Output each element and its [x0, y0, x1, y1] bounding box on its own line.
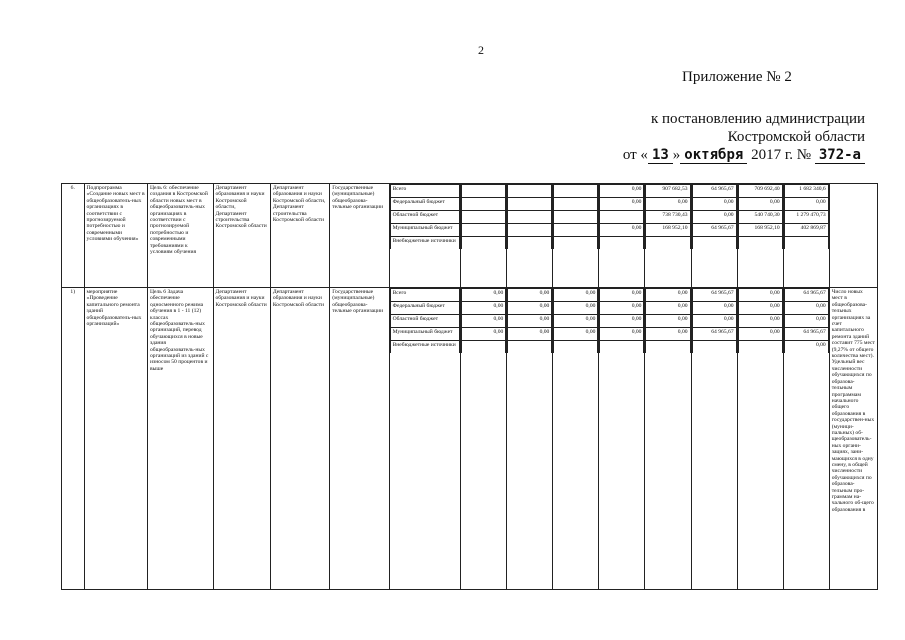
source-label: Федеральный бюджет — [390, 198, 460, 211]
value-cell: 0,00 — [784, 315, 828, 328]
value-cell — [508, 341, 552, 354]
total-values — [783, 184, 829, 288]
value-cell: 0,00 — [692, 315, 736, 328]
handwritten-day: 13 — [648, 147, 673, 164]
source-label: Всего — [390, 185, 460, 198]
value-cell — [554, 185, 598, 198]
value-cell — [784, 237, 828, 250]
value-cell: 0,00 — [462, 289, 506, 302]
value-cell: 0,00 — [554, 315, 598, 328]
funding-sources — [389, 288, 461, 590]
value-cell — [692, 341, 736, 354]
value-cell: 0,00 — [462, 302, 506, 315]
value-cell: 709 692,40 — [738, 185, 782, 198]
value-cell: 168 952,10 — [738, 224, 782, 237]
value-cell: 0,00 — [646, 302, 690, 315]
row-participant: Департамент образования и науки Костромской области, Департамент строительства Костромской области — [270, 184, 329, 288]
value-cell: 0,00 — [738, 302, 782, 315]
value-cell — [508, 224, 552, 237]
value-cell — [600, 237, 644, 250]
total-values — [783, 288, 829, 590]
value-cell: 738 730,43 — [646, 211, 690, 224]
row-executor: Департамент образования и науки Костромской области, Департамент строительства Костромской области — [213, 184, 270, 288]
row-goal: Цель 6 Задача обеспечение односменного режима обучения в 1 - 11 (12) классах общеобразователь-ных организаций, перевод обучающихся в новые здания общеобразователь-ных организаций из зданий с износом 50 процентов и выше — [147, 288, 213, 590]
value-cell: 64 965,67 — [692, 224, 736, 237]
value-cell: 540 740,30 — [738, 211, 782, 224]
value-cell — [508, 211, 552, 224]
value-cell: 0,00 — [554, 289, 598, 302]
source-label: Областной бюджет — [390, 315, 460, 328]
value-cell — [738, 237, 782, 250]
value-cell: 0,00 — [600, 315, 644, 328]
value-cell — [600, 211, 644, 224]
value-cell: 1 682 340,6 — [784, 185, 828, 198]
value-cell — [692, 237, 736, 250]
year-values — [691, 184, 737, 288]
value-cell — [462, 237, 506, 250]
source-label: Внебюджетные источники — [390, 341, 460, 354]
value-cell — [554, 224, 598, 237]
value-cell: 0,00 — [600, 328, 644, 341]
source-label: Муниципальный бюджет — [390, 328, 460, 341]
value-cell: 0,00 — [600, 198, 644, 211]
value-cell: 0,00 — [600, 302, 644, 315]
year-values — [645, 288, 691, 590]
table-row — [62, 288, 878, 590]
value-cell — [462, 185, 506, 198]
value-cell — [600, 341, 644, 354]
date-mid: » — [672, 147, 681, 163]
value-cell — [462, 224, 506, 237]
value-cell: 402 869,87 — [784, 224, 828, 237]
source-label: Областной бюджет — [390, 211, 460, 224]
value-cell: 0,00 — [646, 328, 690, 341]
value-cell: 0,00 — [646, 198, 690, 211]
row-result — [829, 184, 877, 288]
value-cell — [508, 237, 552, 250]
value-cell: 0,00 — [692, 198, 736, 211]
source-label: Федеральный бюджет — [390, 302, 460, 315]
year-values — [737, 288, 783, 590]
year-values — [461, 184, 507, 288]
value-cell: 0,00 — [508, 289, 552, 302]
row-recipient: Государственные (муниципальные) общеобразова-тельные организации — [330, 288, 389, 590]
value-cell — [462, 198, 506, 211]
funding-sources — [389, 184, 461, 288]
value-cell: 0,00 — [784, 198, 828, 211]
value-cell: 0,00 — [738, 328, 782, 341]
value-cell — [646, 237, 690, 250]
value-cell: 0,00 — [738, 315, 782, 328]
value-cell: 64 965,67 — [692, 289, 736, 302]
program-table — [61, 183, 878, 590]
year-values — [553, 184, 599, 288]
date-prefix: от « — [622, 147, 648, 163]
value-cell — [646, 341, 690, 354]
year-values — [737, 184, 783, 288]
value-cell — [508, 198, 552, 211]
source-label: Всего — [390, 289, 460, 302]
value-cell: 64 965,67 — [784, 289, 828, 302]
value-cell — [462, 341, 506, 354]
value-cell: 0,00 — [692, 302, 736, 315]
value-cell: 0,00 — [554, 328, 598, 341]
year-values — [507, 184, 553, 288]
decree-date-line — [565, 146, 865, 164]
value-cell — [462, 211, 506, 224]
year-values — [507, 288, 553, 590]
appendix-title: Приложение № 2 — [682, 69, 792, 85]
value-cell: 0,00 — [508, 315, 552, 328]
value-cell: 64 965,67 — [784, 328, 828, 341]
value-cell: 0,00 — [600, 185, 644, 198]
value-cell: 0,00 — [554, 302, 598, 315]
value-cell: 64 965,67 — [692, 328, 736, 341]
value-cell: 0,00 — [600, 224, 644, 237]
value-cell: 0,00 — [508, 328, 552, 341]
decree-reference — [565, 110, 865, 164]
value-cell — [738, 341, 782, 354]
row-executor: Департамент образования и науки Костромской области — [213, 288, 270, 590]
handwritten-month: октября — [680, 147, 747, 164]
value-cell: 0,00 — [462, 315, 506, 328]
row-participant: Департамент образования и науки Костромской области — [270, 288, 329, 590]
value-cell: 0,00 — [784, 302, 828, 315]
value-cell: 0,00 — [738, 198, 782, 211]
value-cell: 168 952,10 — [646, 224, 690, 237]
value-cell: 64 965,67 — [692, 185, 736, 198]
value-cell: 0,00 — [692, 211, 736, 224]
value-cell — [554, 237, 598, 250]
source-label: Внебюджетные источники — [390, 237, 460, 250]
year-values — [599, 288, 645, 590]
decree-line-1: к постановлению администрации — [650, 111, 865, 127]
decree-line-2: Костромской области — [727, 129, 865, 145]
year-values — [645, 184, 691, 288]
year-values — [461, 288, 507, 590]
value-cell — [554, 341, 598, 354]
value-cell: 0,00 — [462, 328, 506, 341]
row-name: мероприятие «Проведение капитального ремонта зданий общеобразователь-ных организаций» — [84, 288, 147, 590]
source-label: Муниципальный бюджет — [390, 224, 460, 237]
value-cell: 0,00 — [600, 289, 644, 302]
value-cell: 0,00 — [738, 289, 782, 302]
row-name: Подпрограмма «Создание новых мест в общеобразователь-ных организациях в соответствии с прогнозируемой потребностью и современными условиями обучения» — [84, 184, 147, 288]
value-cell: 0,00 — [646, 289, 690, 302]
value-cell — [554, 211, 598, 224]
year-text: 2017 г. № — [751, 147, 812, 163]
value-cell — [554, 198, 598, 211]
row-number: 1) — [62, 288, 85, 590]
row-number: 6. — [62, 184, 85, 288]
handwritten-number: 372-а — [815, 147, 865, 164]
value-cell: 907 682,53 — [646, 185, 690, 198]
page-number: 2 — [478, 43, 484, 57]
value-cell: 1 279 470,73 — [784, 211, 828, 224]
value-cell: 0,00 — [646, 315, 690, 328]
row-goal: Цель 6: обеспечение создания в Костромской области новых мест в общеобразователь-ных организациях в соответствии с прогнозируемой потребностью и современными требованиями к условиям обучения — [147, 184, 213, 288]
table-row — [62, 184, 878, 288]
year-values — [553, 288, 599, 590]
value-cell: 0,00 — [508, 302, 552, 315]
year-values — [691, 288, 737, 590]
row-result: Число новых мест в общеобразова-тельных организациях за счет капитального ремонта зданий составит 775 мест (9,27% от общего количества мест). Удельный вес численности обучающихся по образова-тельным программам начального общего образования в государствен-ных (муници-пальных) об-щеобразователь-ных органи-зациях, зани-мающихся в одну смену, в общей численности обучающихся по образова-тельным про-граммам на-чального об-щего образования в — [829, 288, 877, 590]
row-recipient: Государственные (муниципальные) общеобразова-тельные организации — [330, 184, 389, 288]
value-cell: 0,00 — [784, 341, 828, 354]
year-values — [599, 184, 645, 288]
value-cell — [508, 185, 552, 198]
